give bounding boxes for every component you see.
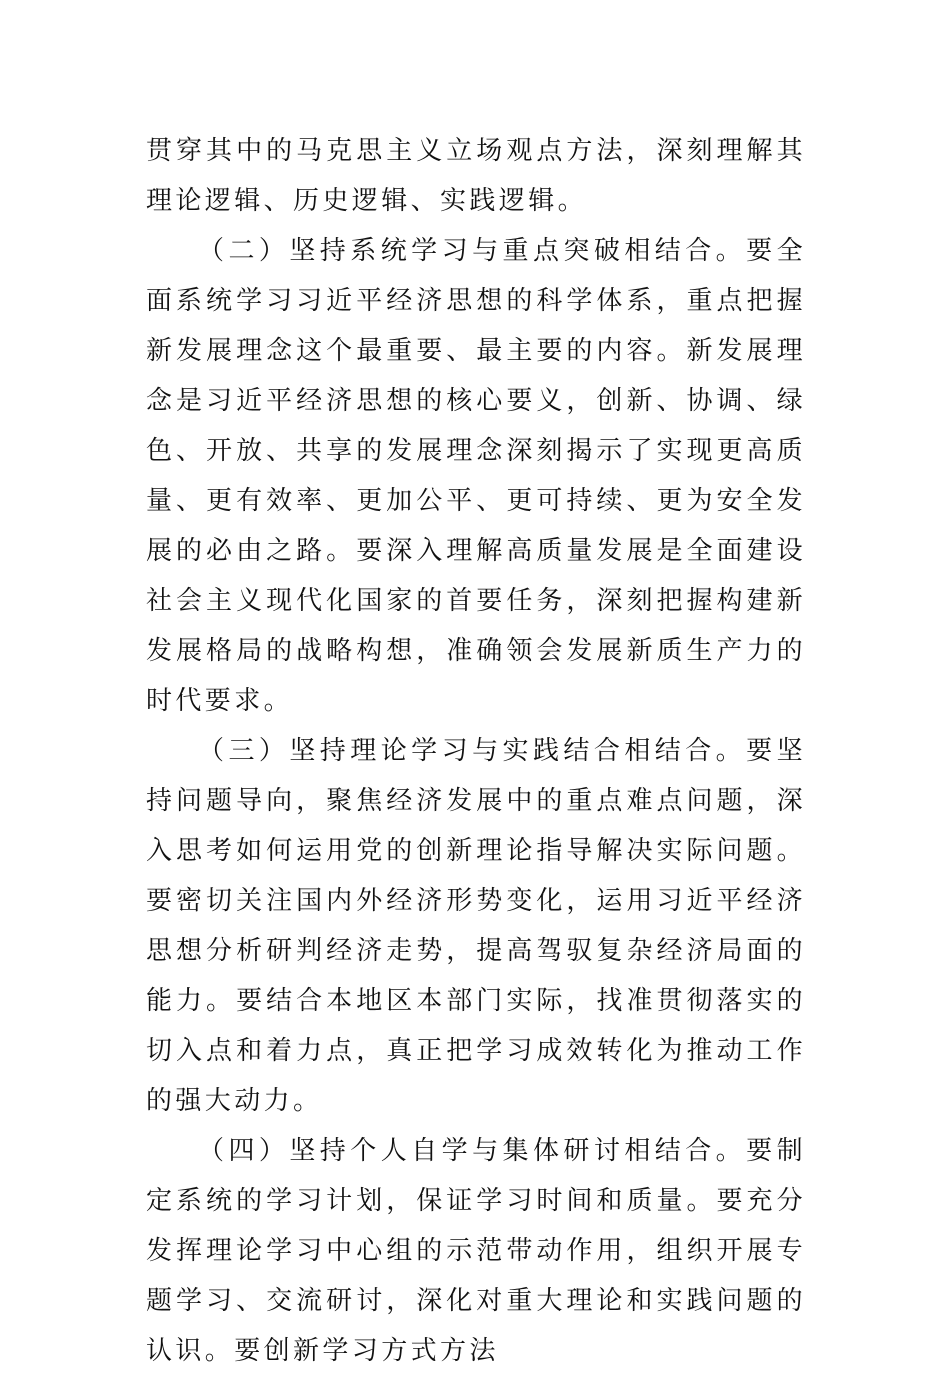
paragraph-continuation: 贯穿其中的马克思主义立场观点方法，深刻理解其理论逻辑、历史逻辑、实践逻辑。 [146, 136, 806, 216]
document-body [146, 126, 806, 1376]
paragraph-section-4: （四）坚持个人自学与集体研讨相结合。要制定系统的学习计划，保证学习时间和质量。要充分发挥理论学习中心组的示范带动作用，组织开展专题学习、交流研讨，深化对重大理论和实践问题的认识。要创新学习方式方法 [146, 1136, 806, 1366]
paragraph-section-2: （二）坚持系统学习与重点突破相结合。要全面系统学习习近平经济思想的科学体系，重点把握新发展理念这个最重要、最主要的内容。新发展理念是习近平经济思想的核心要义，创新、协调、绿色、开放、共享的发展理念深刻揭示了实现更高质量、更有效率、更加公平、更可持续、更为安全发展的必由之路。要深入理解高质量发展是全面建设社会主义现代化国家的首要任务，深刻把握构建新发展格局的战略构想，准确领会发展新质生产力的时代要求。 [146, 236, 806, 716]
paragraph-section-3: （三）坚持理论学习与实践结合相结合。要坚持问题导向，聚焦经济发展中的重点难点问题，深入思考如何运用党的创新理论指导解决实际问题。要密切关注国内外经济形势变化，运用习近平经济思想分析研判经济走势，提高驾驭复杂经济局面的能力。要结合本地区本部门实际，找准贯彻落实的切入点和着力点，真正把学习成效转化为推动工作的强大动力。 [146, 736, 806, 1116]
